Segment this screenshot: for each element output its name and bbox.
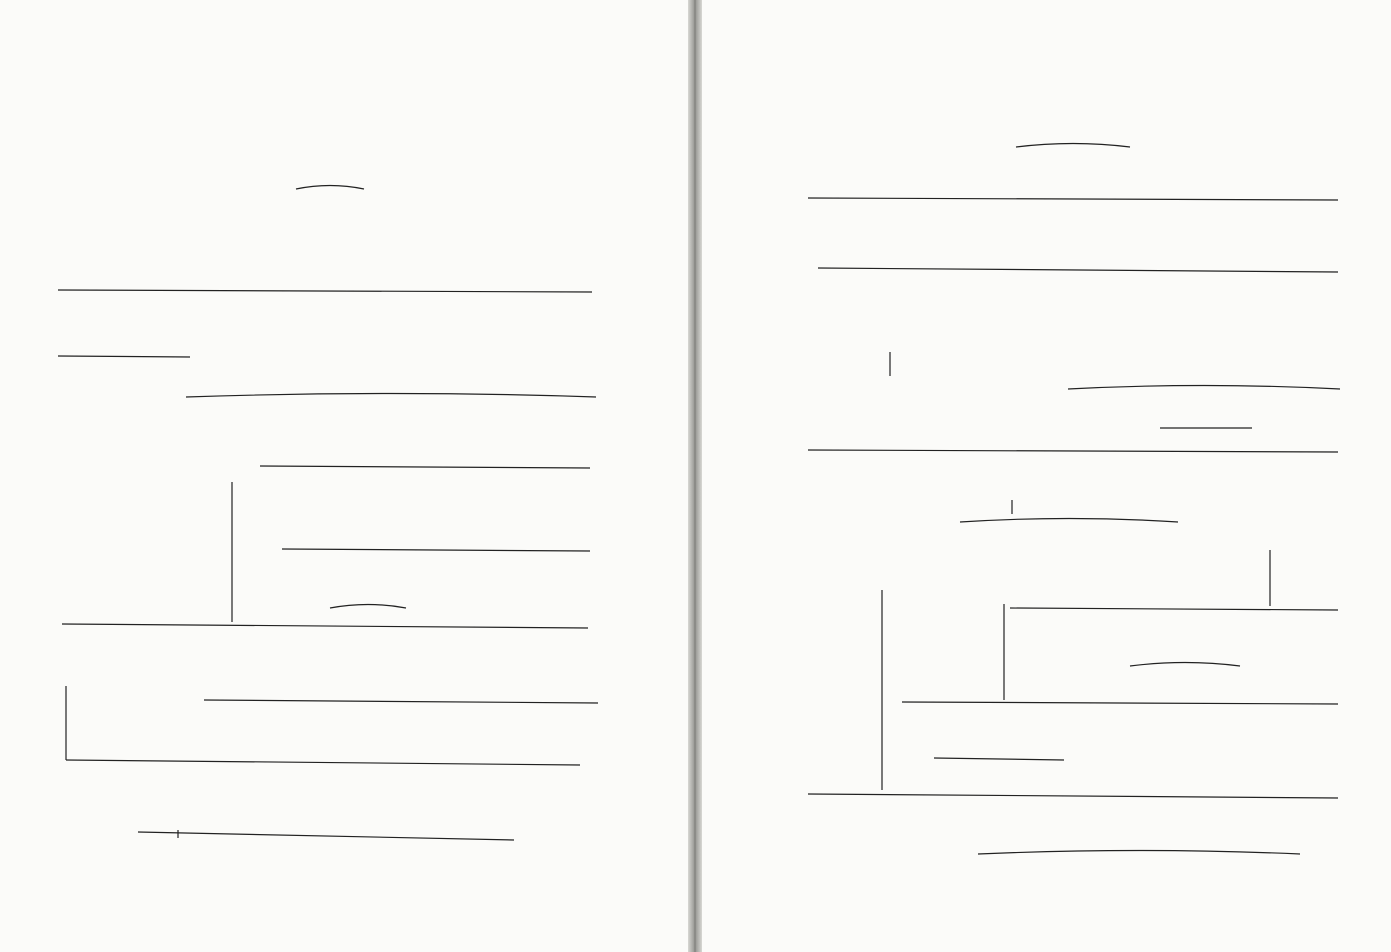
right-line-mihaly1-mihaly2 (1016, 144, 1130, 148)
left-line-gc-laszlo (330, 605, 406, 609)
left-line-gen-daniel2 (66, 760, 580, 765)
right-line-gen-lajos1 (808, 450, 1338, 452)
right-line-gen-ferencz1 (808, 198, 1338, 200)
left-line-daniel-laszlo (186, 394, 596, 398)
left-line-ferencz-jozsef (296, 186, 364, 190)
left-line-ignacz-sub (58, 356, 190, 357)
right-line-sandor-children (978, 851, 1300, 855)
right-line-gen-matild2 (808, 794, 1338, 798)
left-line-gen-laszlo2 (62, 624, 588, 628)
right-line-mihaly5-children (960, 519, 1178, 523)
right-line-gen-maria (1010, 608, 1338, 610)
left-line-gen3 (58, 290, 592, 292)
right-line-gen-lajos4 (934, 758, 1064, 760)
left-line-laszlo2-children (204, 700, 598, 703)
right-line-gen-aurelia (902, 702, 1338, 704)
right-line-zsigmond-erzsebet (1130, 663, 1240, 667)
right-line-gen-ferencz2 (818, 268, 1338, 272)
left-line-janos-sub (282, 549, 590, 551)
left-line-laszlo-sub (260, 466, 590, 468)
right-line-laszlo1-children (1068, 386, 1340, 390)
left-line-gen-laszlo3 (138, 832, 514, 840)
